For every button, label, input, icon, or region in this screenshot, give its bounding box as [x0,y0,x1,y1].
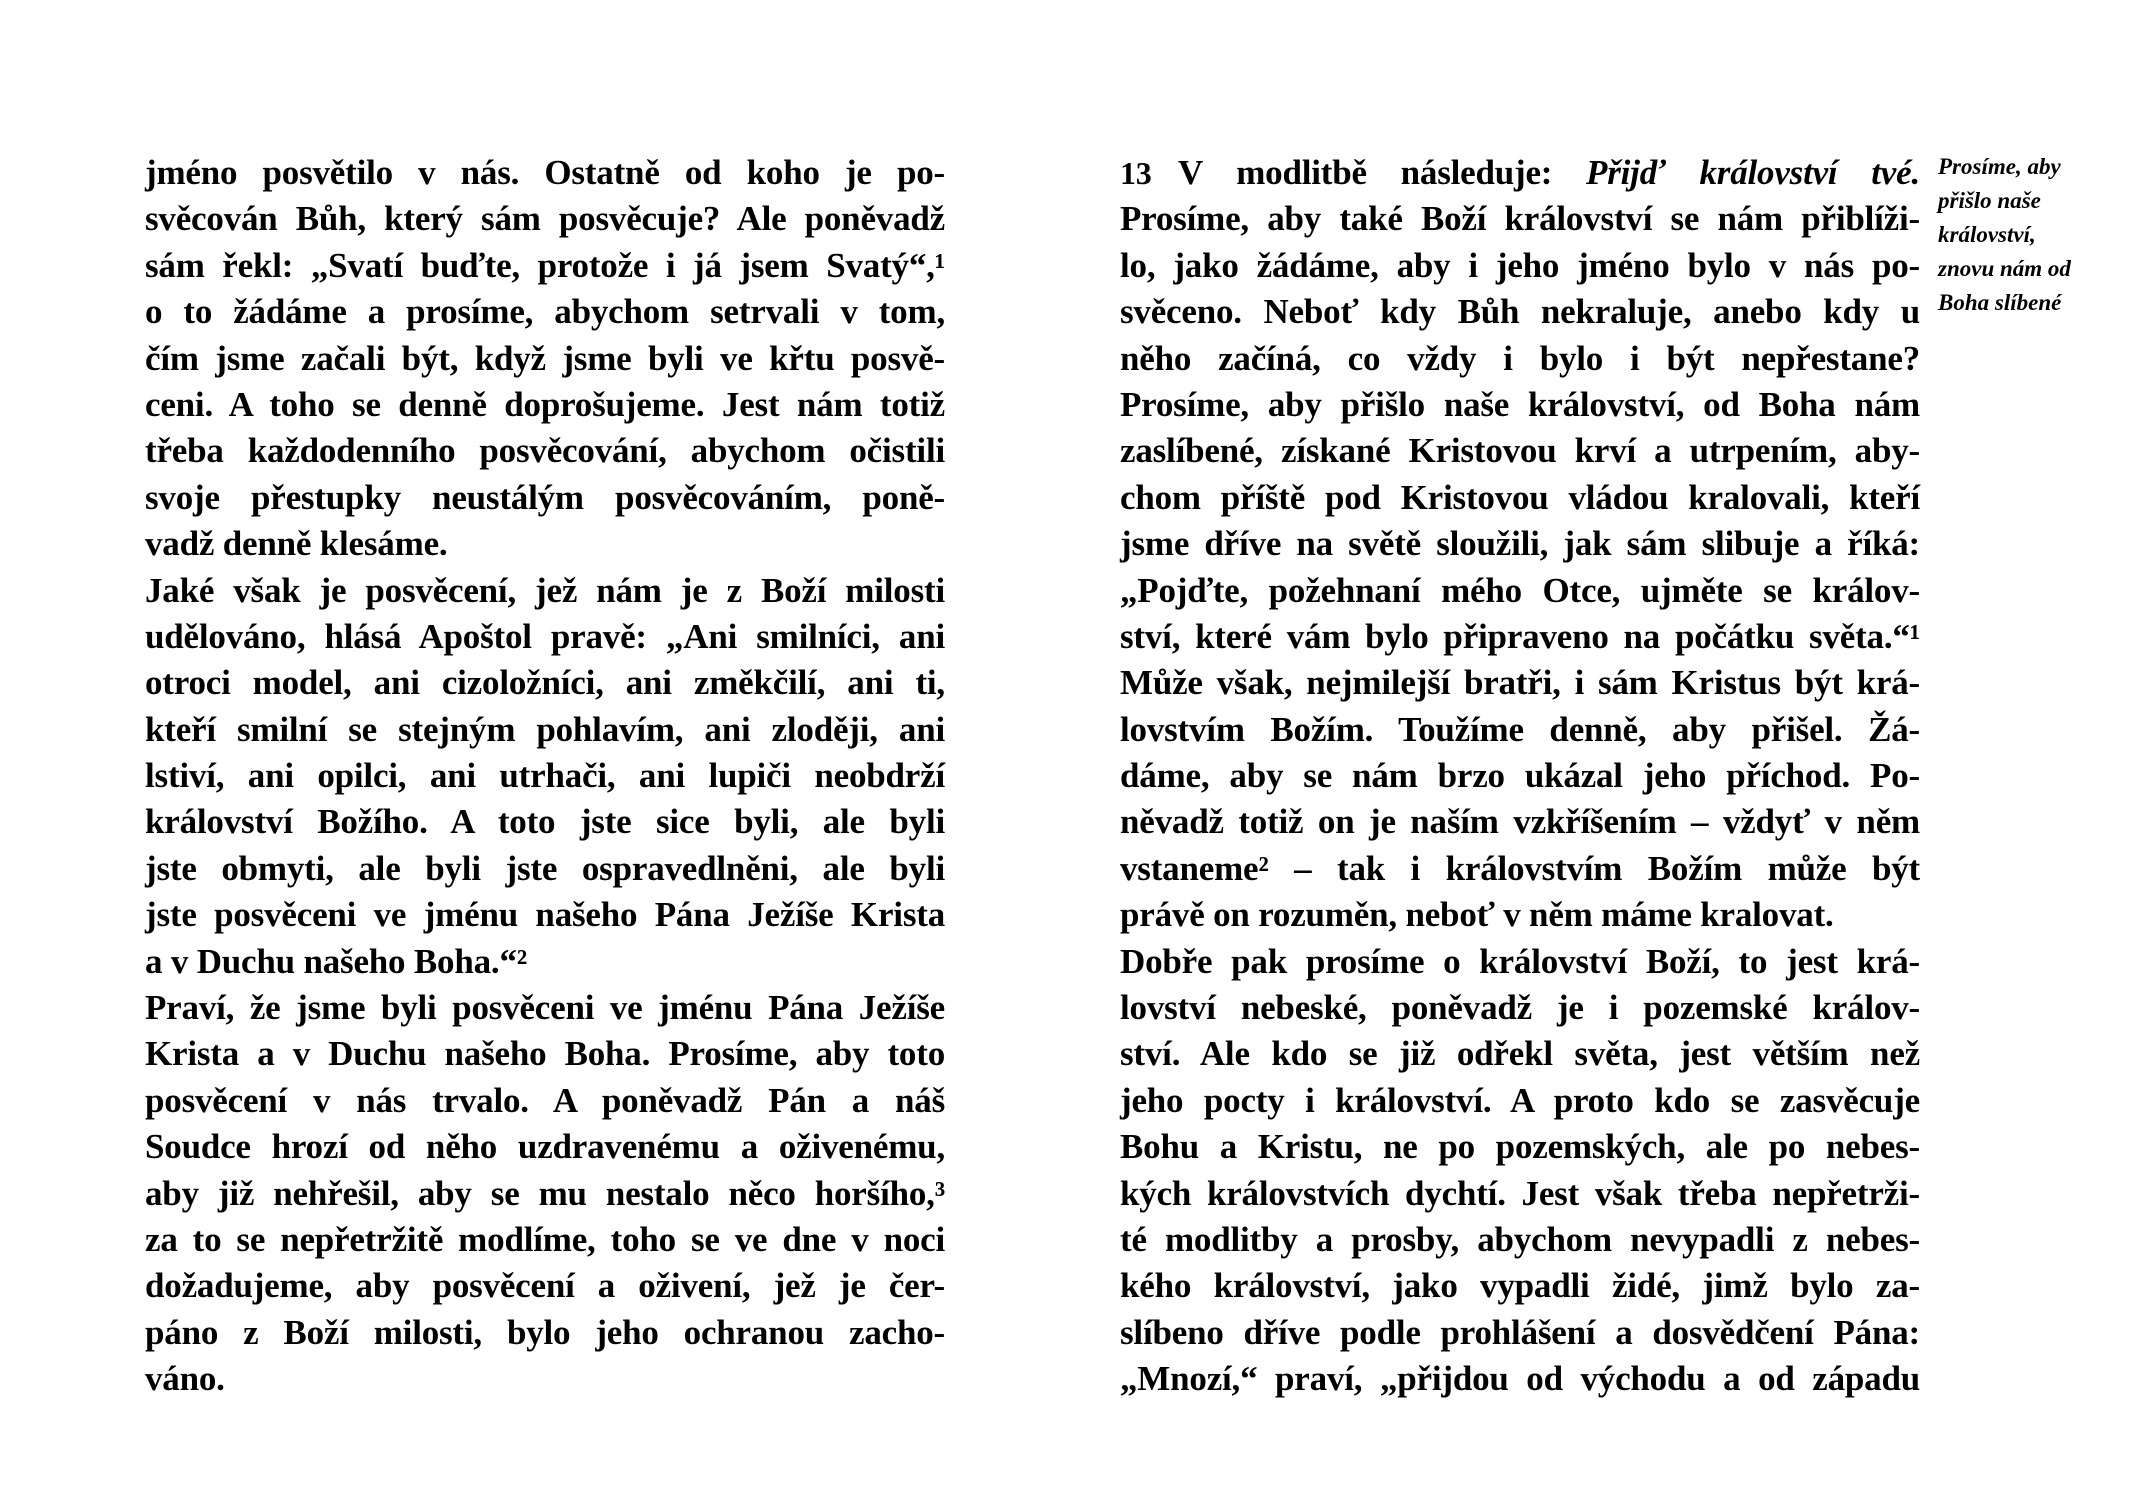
text-line: kých královstvích dychtí. Jest však třeba nepřetrži- [1120,1173,1920,1213]
text-line: otroci model, ani cizoložníci, ani změkčilí, ani ti, [145,663,945,703]
text-line: posvěcení v nás trvalo. A poněvadž Pán a náš [145,1080,945,1120]
text-line: dožadujeme, aby posvěcení a oživení, jež je čer- [145,1266,945,1306]
text-line: něvadž totiž on je naším vzkříšením – vždyť v něm [1120,802,1920,842]
margin-note [1938,150,2138,320]
text-line: kého království, jako vypadli židé, jimž bylo za- [1120,1266,1920,1306]
margin-note-line: přišlo naše [1938,188,2041,213]
text-line: slíbeno dříve podle prohlášení a dosvědčení Pána: [1120,1312,1920,1352]
text-line: Praví, že jsme byli posvěceni ve jménu Pána Ježíše [145,988,945,1028]
margin-note-line: Boha slíbené [1938,290,2062,315]
text-line: sám řekl: „Svatí buďte, protože i já jsem Svatý“,¹ [145,245,945,285]
text-line: „Pojďte, požehnaní mého Otce, ujměte se králov- [1120,570,1920,610]
margin-note-line: království, [1938,222,2036,247]
text-line: udělováno, hlásá Apoštol pravě: „Ani smilníci, ani [145,616,945,656]
text-line: Jaké však je posvěcení, jež nám je z Boží milosti [145,570,945,610]
text-line: lovství nebeské, poněvadž je i pozemské králov- [1120,988,1920,1028]
text-line: ství, které vám bylo připraveno na počátku světa.“¹ [1120,616,1920,656]
text-line: svěcován Bůh, který sám posvěcuje? Ale poněvadž [145,199,945,239]
section-heading-line [1120,150,1920,196]
text-line: zaslíbené, získané Kristovou krví a utrpením, aby- [1120,431,1920,471]
text-line: Soudce hrozí od něho uzdravenému a oživenému, [145,1127,945,1167]
text-line: lo, jako žádáme, aby i jeho jméno bylo v nás po- [1120,245,1920,285]
text-line: právě on rozuměn, neboť v něm máme kralovat. [1120,895,1834,935]
text-line: Krista a v Duchu našeho Boha. Prosíme, aby toto [145,1034,945,1074]
text-line: lstiví, ani opilci, ani utrhači, ani lupiči neobdrží [145,756,945,796]
text-line: vadž denně klesáme. [145,524,448,564]
text-line: ství. Ale kdo se již odřekl světa, jest větším než [1120,1034,1920,1074]
text-line: Bohu a Kristu, ne po pozemských, ale po nebes- [1120,1127,1920,1167]
text-line: Může však, nejmilejší bratři, i sám Kristus být krá- [1120,663,1920,703]
text-line: království Božího. A toto jste sice byli, ale byli [145,802,945,842]
text-line: aby již nehřešil, aby se mu nestalo něco horšího,³ [145,1173,945,1213]
text-line: jsme dříve na světě sloužili, jak sám slibuje a říká: [1120,524,1920,564]
text-line: lovstvím Božím. Toužíme denně, aby přišel. Žá- [1120,709,1920,749]
margin-note-line: znovu nám od [1938,256,2071,281]
text-line: Prosíme, aby také Boží království se nám přiblíži- [1120,199,1920,239]
text-line: Dobře pak prosíme o království Boží, to jest krá- [1120,941,1920,981]
text-line: chom příště pod Kristovou vládou kralovali, kteří [1120,477,1920,517]
text-line: „Mnozí,“ praví, „přijdou od východu a od západu [1120,1359,1920,1399]
text-line: váno. [145,1359,225,1399]
text-line: kteří smilní se stejným pohlavím, ani zloději, ani [145,709,945,749]
right-page [1120,150,1920,1403]
text-line: jméno posvětilo v nás. Ostatně od koho je po- [145,153,945,192]
text-line: čím jsme začali být, když jsme byli ve křtu posvě- [145,338,945,378]
section-title-italic: Přijď království tvé. [1586,153,1920,192]
text-line: páno z Boží milosti, bylo jeho ochranou zacho- [145,1312,945,1352]
left-page [145,150,945,1403]
text-line: za to se nepřetržitě modlíme, toho se ve dne v noci [145,1219,945,1259]
text-line: o to žádáme a prosíme, abychom setrvali v tom, [145,292,945,332]
text-line: třeba každodenního posvěcování, abychom očistili [145,431,945,471]
text-line: ceni. A toho se denně doprošujeme. Jest nám totiž [145,384,945,424]
text-line: jste obmyti, ale byli jste ospravedlněni, ale byli [145,848,945,888]
text-line: něho začíná, co vždy i bylo i být nepřestane? [1120,338,1920,378]
text-line: vstaneme² – tak i královstvím Božím může být [1120,848,1920,888]
text-line: svěceno. Neboť kdy Bůh nekraluje, anebo kdy u [1120,292,1920,332]
section-intro-text: V modlitbě následuje: [1178,153,1587,192]
text-line: jste posvěceni ve jménu našeho Pána Ježíše Krista [145,895,945,935]
margin-note-line: Prosíme, aby [1938,154,2061,179]
text-line: a v Duchu našeho Boha.“² [145,941,528,981]
text-line: Prosíme, aby přišlo naše království, od Boha nám [1120,384,1920,424]
text-line: té modlitby a prosby, abychom nevypadli z nebes- [1120,1219,1920,1259]
text-line: dáme, aby se nám brzo ukázal jeho příchod. Po- [1120,756,1920,796]
text-line: jeho pocty i království. A proto kdo se zasvěcuje [1120,1080,1920,1120]
section-number: 13 [1120,155,1152,191]
text-line: svoje přestupky neustálým posvěcováním, poně- [145,477,945,517]
